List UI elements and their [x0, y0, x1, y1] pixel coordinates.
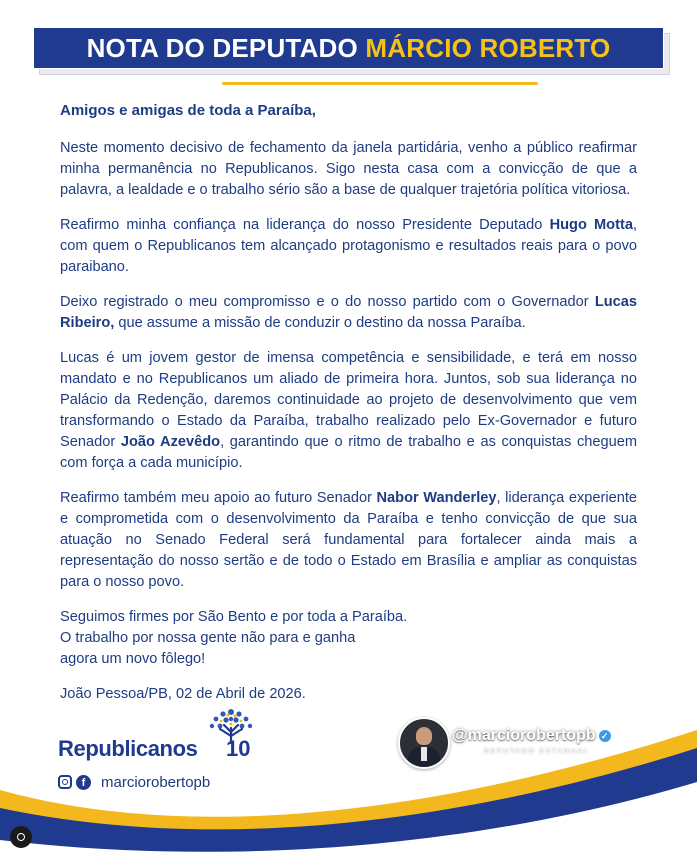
p5-text-pre: Reafirmo também meu apoio ao futuro Senador: [60, 490, 377, 506]
republicanos-logo: [58, 706, 278, 766]
gold-divider: [222, 82, 538, 85]
profile-subtitle: DEPUTADO ESTADUAL: [484, 748, 590, 755]
profile-handle: [452, 727, 611, 745]
instagram-icon[interactable]: [58, 775, 72, 789]
p4-name-bold: João Azevêdo: [120, 434, 221, 450]
social-links: [58, 772, 210, 792]
p5-text-post: , liderança experiente e comprometida com o desenvolvimento da Paraíba e tenho convicção de que sua atuação no Senado Federal será fundamental para fortalecer ainda mais a representação do nosso sertão e de todo o Estado em Brasília e ampliar as conquistas para o nosso povo.: [60, 490, 637, 590]
social-handle[interactable]: marciorobertopb: [101, 773, 211, 791]
facebook-icon[interactable]: f: [76, 775, 91, 790]
greeting: Amigos e amigas de toda a Paraíba,: [60, 102, 316, 119]
dateline: João Pessoa/PB, 02 de Abril de 2026.: [60, 686, 306, 702]
p3-text-pre: Deixo registrado o meu compromisso e o do nosso partido com o Governador: [60, 294, 595, 310]
p5-name-bold: Nabor Wanderley: [376, 490, 497, 506]
paragraph-4: [60, 348, 637, 474]
p2-text-post: , com quem o Republicanos tem alcançado protagonismo e resultados reais para o povo paraibano.: [60, 217, 637, 275]
p2-name-bold: Hugo Motta: [549, 217, 633, 233]
closing-line-1: Seguimos firmes por São Bento e por toda a Paraíba.: [60, 609, 408, 625]
closing-line-3: agora um novo fôlego!: [60, 651, 206, 667]
p4-text-post: , garantindo que o ritmo de trabalho e as conquistas cheguem com força a cada município.: [60, 434, 638, 471]
title-part2: MÁRCIO ROBERTO: [365, 32, 611, 63]
avatar: [398, 717, 450, 769]
closing: [60, 607, 637, 670]
title-part1: NOTA DO DEPUTADO: [86, 32, 358, 63]
party-number: 10: [226, 736, 251, 761]
letter-body: [60, 100, 637, 719]
p3-text-post: que assume a missão de conduzir o destino da nossa Paraíba.: [114, 315, 526, 331]
profile-handle-text: @marciorobertopb: [452, 727, 596, 744]
paragraph-5: [60, 488, 637, 593]
verified-check-icon: ✓: [599, 730, 611, 742]
closing-line-2: O trabalho por nossa gente não para e ganha: [60, 630, 356, 646]
p4-text-pre: Lucas é um jovem gestor de imensa competência e sensibilidade, e terá em nosso mandato e no Republicanos um aliado de primeira hora. Juntos, sob sua liderança no Palácio da Redenção, daremos continuidade ao projeto de desenvolvimento que vem transformando o Estado da Paraíba, trabalho realizado pelo Ex-Governador e futuro Senador: [60, 350, 637, 450]
title-banner: [33, 27, 668, 73]
profile-badge: [398, 717, 648, 769]
paragraph-2: [60, 215, 637, 278]
paragraph-3: [60, 292, 637, 334]
user-profile-icon[interactable]: [10, 826, 32, 848]
title-bar: [33, 27, 664, 69]
paragraph-1: Neste momento decisivo de fechamento da janela partidária, venho a público reafirmar minha permanência no Republicanos. Sigo nesta casa com a convicção de que a palavra, a lealdade e o trabalho sério são a base de qualquer trajetória política vitoriosa.: [60, 140, 637, 198]
p2-text-pre: Reafirmo minha confiança na liderança do nosso Presidente Deputado: [60, 217, 550, 233]
party-name: Republicanos: [58, 736, 198, 761]
p3-name-bold: Lucas Ribeiro,: [60, 294, 637, 331]
